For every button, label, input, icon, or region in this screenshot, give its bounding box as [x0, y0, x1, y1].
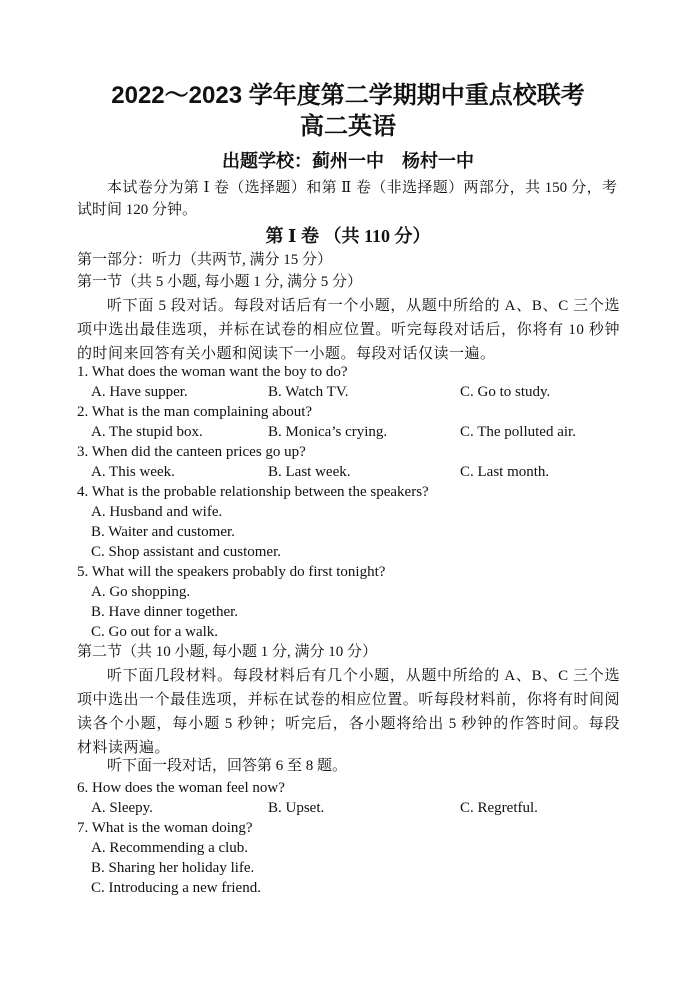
q6-option-a: A. Sleepy. — [91, 800, 153, 816]
question-6: 6. How does the woman feel now? — [77, 780, 285, 796]
q3-option-a: A. This week. — [91, 464, 175, 480]
question-4: 4. What is the probable relationship between the speakers? — [77, 484, 429, 500]
exam-schools: 出题学校：蓟州一中 杨村一中 — [222, 151, 474, 171]
section-2-sub-instruction: 听下面一段对话，回答第 6 至 8 题。 — [107, 758, 348, 774]
section-2-title: 第二节（共 10 小题, 每小题 1 分, 满分 10 分） — [77, 644, 378, 660]
q3-option-b: B. Last week. — [268, 464, 351, 480]
section-2-instructions: 听下面几段材料。每段材料后有几个小题，从题中所给的 A、B、C 三个选项中选出一个最佳选项，并标在试卷的相应位置。听每段材料前，你将有时间阅读各个小题，每小题 5 秒钟；听完后，各小题将给出 5 秒钟的作答时间。每段材料读两遍。 — [77, 668, 620, 756]
q4-option-b: B. Waiter and customer. — [91, 524, 235, 540]
q4-option-c: C. Shop assistant and customer. — [91, 544, 281, 560]
part-1-title: 第一部分：听力（共两节, 满分 15 分） — [77, 252, 333, 268]
exam-subject: 高二英语 — [300, 113, 396, 140]
q4-option-a: A. Husband and wife. — [91, 504, 223, 520]
section-1-instructions: 听下面 5 段对话。每段对话后有一个小题，从题中所给的 A、B、C 三个选项中选出最佳选项，并标在试卷的相应位置。听完每段对话后，你将有 10 秒钟的时间来回答有关小题和阅读下一小题。每段对话仅读一遍。 — [77, 298, 620, 362]
question-3: 3. When did the canteen prices go up? — [77, 444, 306, 460]
q2-option-c: C. The polluted air. — [460, 424, 576, 440]
question-5: 5. What will the speakers probably do first tonight? — [77, 564, 386, 580]
q6-option-b: B. Upset. — [268, 800, 325, 816]
question-2: 2. What is the man complaining about? — [77, 404, 313, 420]
question-7: 7. What is the woman doing? — [77, 820, 253, 836]
question-1: 1. What does the woman want the boy to do? — [77, 364, 348, 380]
q2-option-a: A. The stupid box. — [91, 424, 203, 440]
exam-intro: 本试卷分为第 Ⅰ 卷（选择题）和第 Ⅱ 卷（非选择题）两部分，共 150 分，考试时间 120 分钟。 — [77, 180, 617, 218]
q5-option-b: B. Have dinner together. — [91, 604, 239, 620]
q7-option-a: A. Recommending a club. — [91, 840, 249, 856]
q1-option-b: B. Watch TV. — [268, 384, 349, 400]
q1-option-a: A. Have supper. — [91, 384, 188, 400]
q7-option-b: B. Sharing her holiday life. — [91, 860, 255, 876]
q2-option-b: B. Monica’s crying. — [268, 424, 388, 440]
q1-option-c: C. Go to study. — [460, 384, 551, 400]
q3-option-c: C. Last month. — [460, 464, 550, 480]
q5-option-a: A. Go shopping. — [91, 584, 191, 600]
q6-option-c: C. Regretful. — [460, 800, 538, 816]
exam-title: 2022～2023 学年度第二学期期中重点校联考 — [111, 82, 585, 109]
q5-option-c: C. Go out for a walk. — [91, 624, 219, 640]
section-1-title: 第一节（共 5 小题, 每小题 1 分, 满分 5 分） — [77, 274, 363, 290]
q7-option-c: C. Introducing a new friend. — [91, 880, 261, 896]
volume-1-title: 第 Ⅰ 卷 （共 110 分） — [265, 226, 431, 246]
